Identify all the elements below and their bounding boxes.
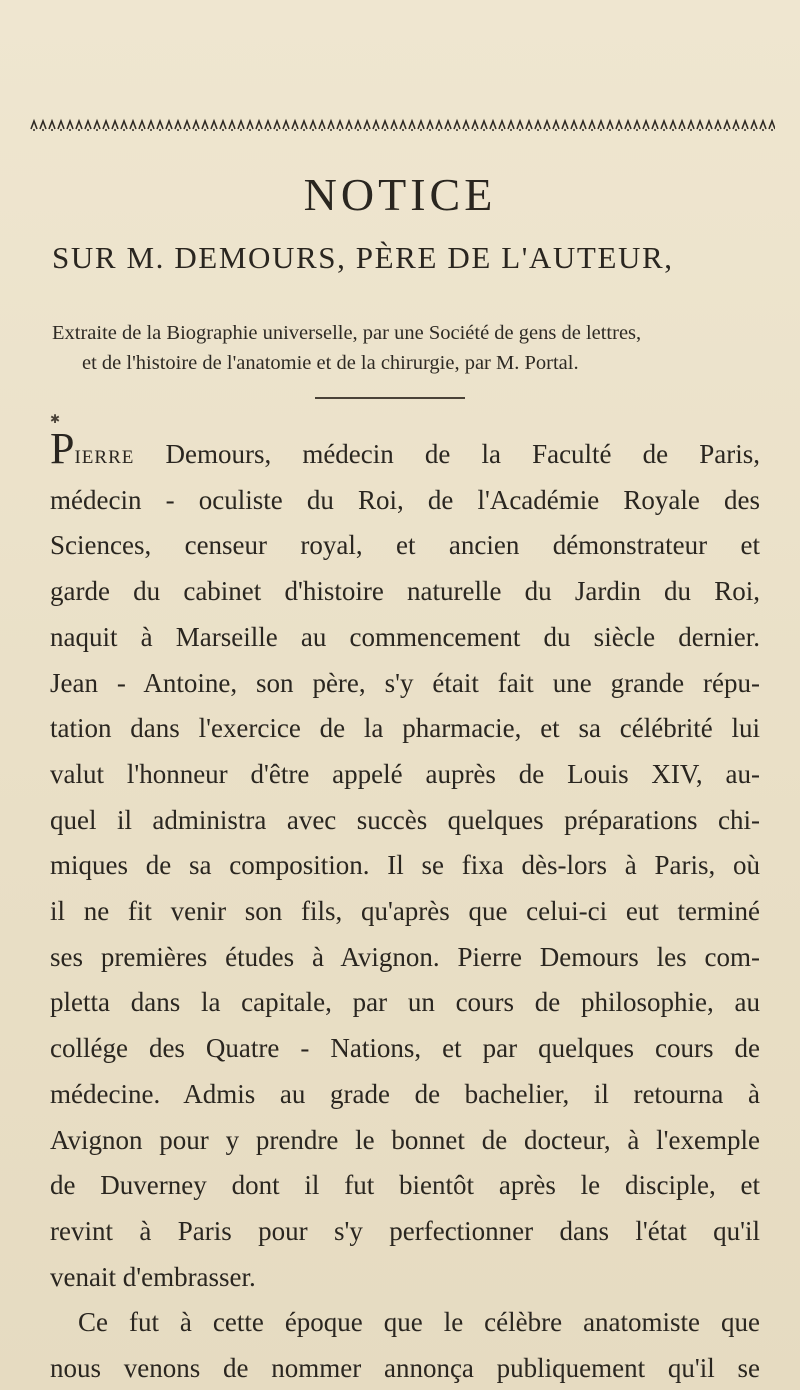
text-line: ses premières études à Avignon. Pierre Demours les com- — [50, 941, 760, 972]
text-line: il ne fit venir son fils, qu'après que celui-ci eut terminé — [50, 896, 760, 927]
body-text — [50, 424, 760, 1390]
page-subtitle: SUR M. DEMOURS, PÈRE DE L'AUTEUR, — [52, 240, 674, 275]
text-line: garde du cabinet d'histoire naturelle du Jardin du Roi, — [50, 576, 760, 607]
printer-mark: ✱ — [50, 412, 61, 426]
text-line: quel il administra avec succès quelques préparations chi- — [50, 804, 760, 835]
text-line: tation dans l'exercice de la pharmacie, et sa célébrité lui — [50, 713, 760, 744]
text-line: venait d'embrasser. — [50, 1261, 256, 1292]
section-divider — [315, 397, 465, 399]
text-line: collége des Quatre - Nations, et par quelques cours de — [50, 1033, 760, 1064]
text-line: Sciences, censeur royal, et ancien démonstrateur et — [50, 530, 760, 561]
text-line: Avignon pour y prendre le bonnet de docteur, à l'exemple — [50, 1124, 760, 1155]
source-note-line-1: Extraite de la Biographie universelle, par une Société de gens de lettres, — [52, 322, 642, 344]
decorative-border-ornament — [30, 118, 775, 132]
text-line: miques de sa composition. Il se fixa dès-lors à Paris, où — [50, 850, 760, 881]
source-note — [52, 318, 752, 378]
first-word-smallcaps: ierre — [74, 439, 135, 469]
source-note-line-2: et de l'histoire de l'anatomie et de la chirurgie, par M. Portal. — [82, 352, 579, 374]
text-line: médecin - oculiste du Roi, de l'Académie Royale des — [50, 484, 760, 515]
text-line: Pierre Demours, médecin de la Faculté de Paris, — [50, 424, 760, 473]
text-line: revint à Paris pour s'y perfectionner dans l'état qu'il — [50, 1215, 760, 1246]
text-line: de Duverney dont il fut bientôt après le disciple, et — [50, 1170, 760, 1201]
text-line: médecine. Admis au grade de bachelier, il retourna à — [50, 1078, 760, 1109]
text-line: pletta dans la capitale, par un cours de philosophie, au — [50, 987, 760, 1018]
text-line: Ce fut à cette époque que le célèbre anatomiste que — [78, 1307, 760, 1338]
page-title: NOTICE — [303, 169, 497, 220]
text-line: valut l'honneur d'être appelé auprès de Louis XIV, au- — [50, 758, 760, 789]
drop-cap: P — [50, 424, 75, 473]
text-line: nous venons de nommer annonça publiquement qu'il se — [50, 1353, 760, 1384]
text-line: naquit à Marseille au commencement du siècle dernier. — [50, 621, 760, 652]
text-line: Jean - Antoine, son père, s'y était fait une grande répu- — [50, 667, 760, 698]
